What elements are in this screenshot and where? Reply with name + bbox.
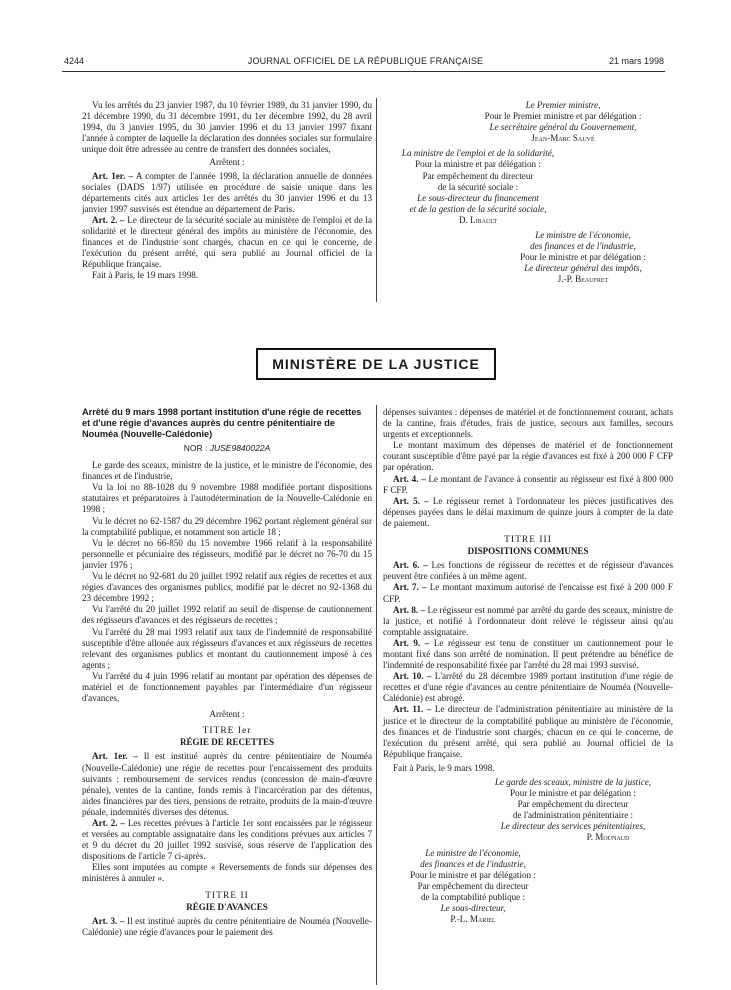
article-2-continued: Elles sont imputées au compte « Reversements de fonds sur dépenses des ministères à annuler ».: [82, 862, 372, 884]
prev-decree-signatures: [383, 100, 673, 286]
titre-subheading: DISPOSITIONS COMMUNES: [467, 546, 589, 557]
issue-date: 21 mars 1998: [608, 56, 664, 66]
titre-subheading: RÉGIE D'AVANCES: [186, 901, 268, 912]
sig-empechement: Par empêchement du directeur: [417, 880, 529, 891]
vu-paragraph: Vu le décret no 66-850 du 15 novembre 1966 relatif à la responsabilité personnelle et pécuniaire des régisseurs, modifié par le décret no 76-70 du 15 janvier 1976 ;: [82, 537, 372, 570]
article-label: Art. 8. –: [393, 604, 426, 615]
article-text: Le régisseur remet à l'ordonnateur les pièces justificatives des dépenses payées dans le délai maximum de quinze jours à compter de la date de paiement.: [383, 495, 673, 528]
prev-decree-left-column: [82, 100, 372, 282]
article-label: Art. 6. –: [393, 560, 428, 571]
article-text: Le montant de l'avance à consentir au régisseur est fixé à 800 000 F CFP.: [383, 473, 673, 495]
article-text: Le directeur de la sécurité sociale au ministère de l'emploi et de la solidarité et le directeur général des impôts au ministère de l'économie, des finances et de l'industrie sont chargés, chacun en ce qui le concerne, de l'exécution du présent arrêté, qui sera publié au Journal officiel de la République française.: [82, 214, 372, 270]
header-rule: [62, 71, 665, 72]
vu-paragraph: Vu la loi no 88-1028 du 9 novembre 1988 modifiée portant dispositions statutaires et préparatoires à l'autodétermination de la Nouvelle-Calédonie en 1998 ;: [82, 482, 372, 515]
titre-heading: TITRE Ier: [202, 726, 252, 737]
decree-right-column: [383, 407, 673, 925]
sig-title: Le directeur général des impôts,: [524, 263, 642, 274]
article-label: Art. 3. –: [92, 915, 125, 926]
column-divider: [376, 98, 377, 302]
article-8: [383, 605, 673, 638]
page-number: 4244: [64, 56, 85, 66]
sig-role: La ministre de l'emploi et de la solidarité,: [401, 148, 555, 159]
sig-name: J.-P. Beaufret: [557, 274, 609, 285]
titre-heading: TITRE III: [504, 535, 552, 546]
vu-paragraph: Vu les arrêtés du 23 janvier 1987, du 10 février 1989, du 31 janvier 1990, du 21 décembre 1990, du 31 décembre 1991, du 1er décembre 1992, du 28 avril 1994, du 3 janvier 1995, du 30 janvier 1996 et du 13 janvier 1997 fixant l'année à compter de laquelle la déclaration des données sociales sur formulaire unique doit être adressée au centre de transfert des données sociales,: [82, 100, 372, 155]
sig-title: et de la gestion de la sécurité sociale,: [409, 203, 547, 214]
article-text: Le directeur de l'administration pénitentiaire au ministère de la justice et le directeur de la comptabilité publique au ministère de l'économie, des finances et de l'industrie sont chargés, chacun en ce qui le concerne, de l'exécution du présent arrêté, qui sera publié au Journal officiel de la République française.: [383, 704, 673, 759]
vu-paragraph: Vu l'arrêté du 20 juillet 1992 relatif au seuil de dispense de cautionnement des régisseurs d'avances et des régisseurs de recettes ;: [82, 604, 372, 626]
article-label: Art. 9. –: [393, 637, 430, 648]
sig-role: des finances et de l'industrie,: [420, 858, 526, 869]
sig-name: Jean-Marc Sauvé: [531, 133, 595, 144]
sig-role: Le Premier ministre,: [525, 100, 601, 110]
decree-intro: Le garde des sceaux, ministre de la justice, et le ministre de l'économie, des finances et de l'industrie,: [82, 460, 372, 482]
article-11: [383, 704, 673, 759]
sig-title: Le directeur des services pénitentiaires,: [500, 821, 646, 832]
sig-title: Le sous-directeur,: [440, 903, 506, 914]
article-3-paragraph: Le montant maximum des dépenses de matériel et de fonctionnement courant susceptible d'être payé par la régie d'avances est fixé à 200 000 F CFP par opération.: [383, 440, 673, 473]
titre-heading: TITRE II: [205, 890, 249, 901]
nor-reference: [82, 443, 372, 454]
article-text: Les recettes prévues à l'article 1er sont encaissées par le régisseur et versées au comptable assignataire dans les conditions prévues aux articles 7 et 9 du décret du 20 juillet 1992 susvisé, sous réserve de l'application des dispositions de l'article 7 ci-après.: [82, 818, 372, 862]
article-text: Le montant maximum autorisé de l'encaisse est fixé à 200 000 F CFP.: [383, 582, 673, 604]
sig-role: Le ministre de l'économie,: [425, 847, 521, 858]
sig-title: Le secrétaire général du Gouvernement,: [489, 122, 637, 133]
sig-title: Le sous-directeur du financement: [417, 192, 539, 203]
article-label: Art. 7. –: [393, 582, 427, 593]
article-label: Art. 1er. –: [92, 751, 138, 762]
arretent: Arrêtent :: [209, 709, 245, 720]
article-text: Le régisseur est tenu de constituer un cautionnement pour le montant fixé dans son arrêté de nomination. Il peut prétendre au bénéfice de l'indemnité de responsabilité fixée par l'arrêté du 28 mai 1993 susvisé.: [383, 637, 673, 671]
nor-code: JUSE9840022A: [209, 443, 271, 453]
sig-empechement: Par empêchement du directeur: [422, 170, 534, 181]
sig-delegation: Pour le ministre et par délégation :: [520, 252, 646, 263]
sig-delegation: Pour le ministre et par délégation :: [410, 869, 536, 880]
article-9: [383, 638, 673, 671]
vu-paragraph: Vu l'arrêté du 28 mai 1993 relatif aux taux de l'indemnité de responsabilité susceptible d'être allouée aux régisseurs d'avances et aux régisseurs de recettes relevant des organismes publics et montant du cautionnement imposé à ces agents ;: [82, 626, 372, 670]
fait-line: Fait à Paris, le 9 mars 1998.: [393, 762, 495, 773]
article-label: Art. 1er. –: [92, 170, 134, 181]
sig-delegation: Pour le Premier ministre et par délégation :: [484, 111, 642, 122]
sig-delegation: Pour la ministre et par délégation :: [415, 159, 541, 170]
sig-role: Le garde des sceaux, ministre de la justice,: [494, 777, 652, 787]
vu-paragraph: Vu le décret no 92-681 du 20 juillet 1992 relatif aux régies de recettes et aux régies d'avances des organismes publics, modifié par le décret no 92-1368 du 23 décembre 1992 ;: [82, 571, 372, 604]
article-label: Art. 5. –: [393, 495, 429, 506]
article-text: Il est institué auprès du centre pénitentiaire de Nouméa (Nouvelle-Calédonie) une régie d'avances pour le paiement des: [82, 915, 372, 937]
article-4: [383, 474, 673, 496]
article-text: Les fonctions de régisseur de recettes et de régisseur d'avances peuvent être confiées à un même agent.: [383, 560, 673, 582]
sig-name: P.-L. Mariel: [450, 914, 496, 925]
article-3-continued: dépenses suivantes : dépenses de matériel et de fonctionnement courant, achats de la cantine, frais d'études, frais de justice, secours aux familles, secours urgents et exceptionnels.: [383, 407, 673, 440]
article-label: Art. 10. –: [393, 671, 432, 682]
sig-direction: de la sécurité sociale :: [437, 181, 519, 192]
article-1: [82, 171, 372, 215]
article-10: [383, 671, 673, 704]
article-label: Art. 4. –: [393, 473, 426, 484]
sig-role: des finances et de l'industrie,: [530, 241, 636, 252]
sig-delegation: Pour le ministre et par délégation :: [510, 788, 636, 799]
article-label: Art. 2. –: [92, 818, 125, 828]
article-text: A compter de l'année 1998, la déclaration annuelle de données sociales (DADS 1/97) utilisée en procédure de saisie unique dans les départements cités aux articles 1er des arrêtés du 30 janvier 1996 et du 13 janvier 1997 susvisés est étendue au département de Paris.: [82, 170, 372, 214]
vu-paragraph: Vu l'arrêté du 4 juin 1996 relatif au montant par opération des dépenses de matériel et de fonctionnement payables par l'intermédiaire d'un régisseur d'avances,: [82, 670, 372, 704]
article-1: [82, 751, 372, 818]
sig-role: Le ministre de l'économie,: [535, 230, 631, 241]
article-5: [383, 496, 673, 529]
article-6: [383, 560, 673, 582]
ministry-heading: MINISTÈRE DE LA JUSTICE: [272, 356, 480, 372]
article-label: Art. 11. –: [393, 704, 432, 715]
journal-title: JOURNAL OFFICIEL DE LA RÉPUBLIQUE FRANÇAISE: [247, 56, 484, 66]
sig-name: D. Libault: [458, 214, 498, 225]
article-3: [82, 916, 372, 938]
nor-label: NOR :: [183, 443, 208, 453]
sig-empechement: Par empêchement du directeur: [517, 799, 629, 810]
ministry-heading-box: [256, 348, 496, 380]
sig-direction: de la comptabilité publique :: [420, 891, 526, 902]
fait-line: Fait à Paris, le 19 mars 1998.: [92, 270, 199, 281]
article-2: [82, 818, 372, 862]
titre-subheading: RÉGIE DE RECETTES: [179, 737, 275, 748]
article-7: [383, 582, 673, 604]
article-text: L'arrêté du 28 décembre 1989 portant institution d'une régie de recettes et d'une régie d'avances au centre pénitentiaire de Nouméa (Nouvelle-Calédonie) est abrogé.: [383, 671, 673, 704]
article-text: Il est institué auprès du centre pénitentiaire de Nouméa (Nouvelle-Calédonie) une régie de recettes pour l'encaissement des produits suivants : remboursement de services rendus (concession de main-d'œuvre pénale), ventes de la cantine, fonds remis à l'incarcération par des détenus, aides financières par des tiers, pensions de retraite, produits de la main-d'œuvre pénale, indemnités diverses des détenus.: [82, 751, 372, 817]
article-2: [82, 215, 372, 270]
sig-name: P. Mounaud: [586, 832, 630, 843]
article-text: Le régisseur est nommé par arrêté du garde des sceaux, ministre de la justice, et notifié à l'ordonnateur dont relève le régisseur ainsi qu'au comptable assignataire.: [383, 604, 673, 637]
decree-title: Arrêté du 9 mars 1998 portant institution d'une régie de recettes et d'une régie d'avances auprès du centre pénitentiaire de Nouméa (Nouvelle-Calédonie): [82, 407, 362, 439]
article-label: Art. 2. –: [92, 214, 125, 225]
sig-direction: de l'administration pénitentiaire :: [512, 810, 634, 821]
arretent: Arrêtent :: [209, 157, 245, 168]
decree-left-column: [82, 407, 372, 938]
vu-paragraph: Vu le décret no 62-1587 du 29 décembre 1962 portant règlement général sur la comptabilité publique, et notamment son article 18 ;: [82, 515, 372, 537]
column-divider: [376, 405, 377, 985]
